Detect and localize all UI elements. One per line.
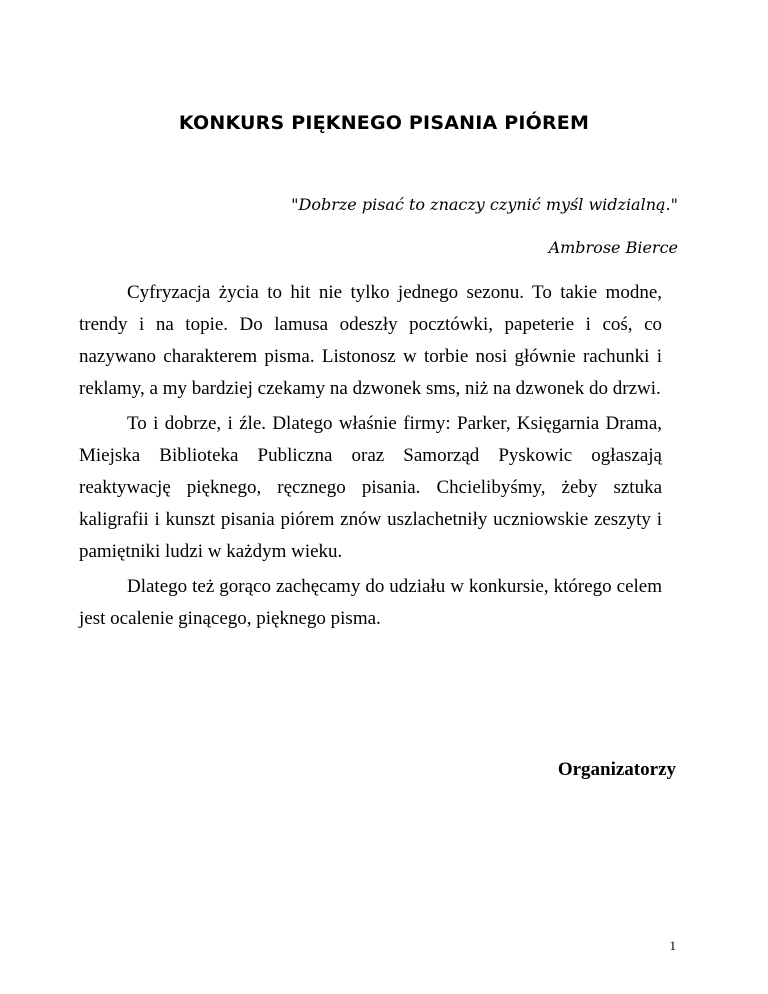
paragraph-1: Cyfryzacja życia to hit nie tylko jednego sezonu. To takie modne, trendy i na topie. Do lamusa odeszły pocztówki, papeterie i coś, co nazywano charakterem pisma. Listonosz w torbie nosi głównie rachunki i reklamy, a my bardziej czekamy na dzwonek sms, niż na dzwonek do drzwi.	[79, 282, 662, 399]
document-title: KONKURS PIĘKNEGO PISANIA PIÓREM	[178, 112, 590, 134]
paragraph-3: Dlatego też gorąco zachęcamy do udziału w konkursie, którego celem jest ocalenie ginącego, pięknego pisma.	[79, 576, 662, 629]
body-text	[79, 277, 662, 635]
page-number: 1	[669, 938, 676, 953]
motto-author: Ambrose Bierce	[548, 238, 678, 257]
motto-quote: "Dobrze pisać to znaczy czynić myśl widzialną."	[291, 195, 678, 214]
signature: Organizatorzy	[557, 759, 676, 780]
paragraph-2: To i dobrze, i źle. Dlatego właśnie firmy: Parker, Księgarnia Drama, Miejska Biblioteka Publiczna oraz Samorząd Pyskowic ogłaszają reaktywację pięknego, ręcznego pisania. Chcielibyśmy, żeby sztuka kaligrafii i kunszt pisania piórem znów uszlachetniły uczniowskie zeszyty i pamiętniki ludzi w każdym wieku.	[79, 413, 662, 562]
